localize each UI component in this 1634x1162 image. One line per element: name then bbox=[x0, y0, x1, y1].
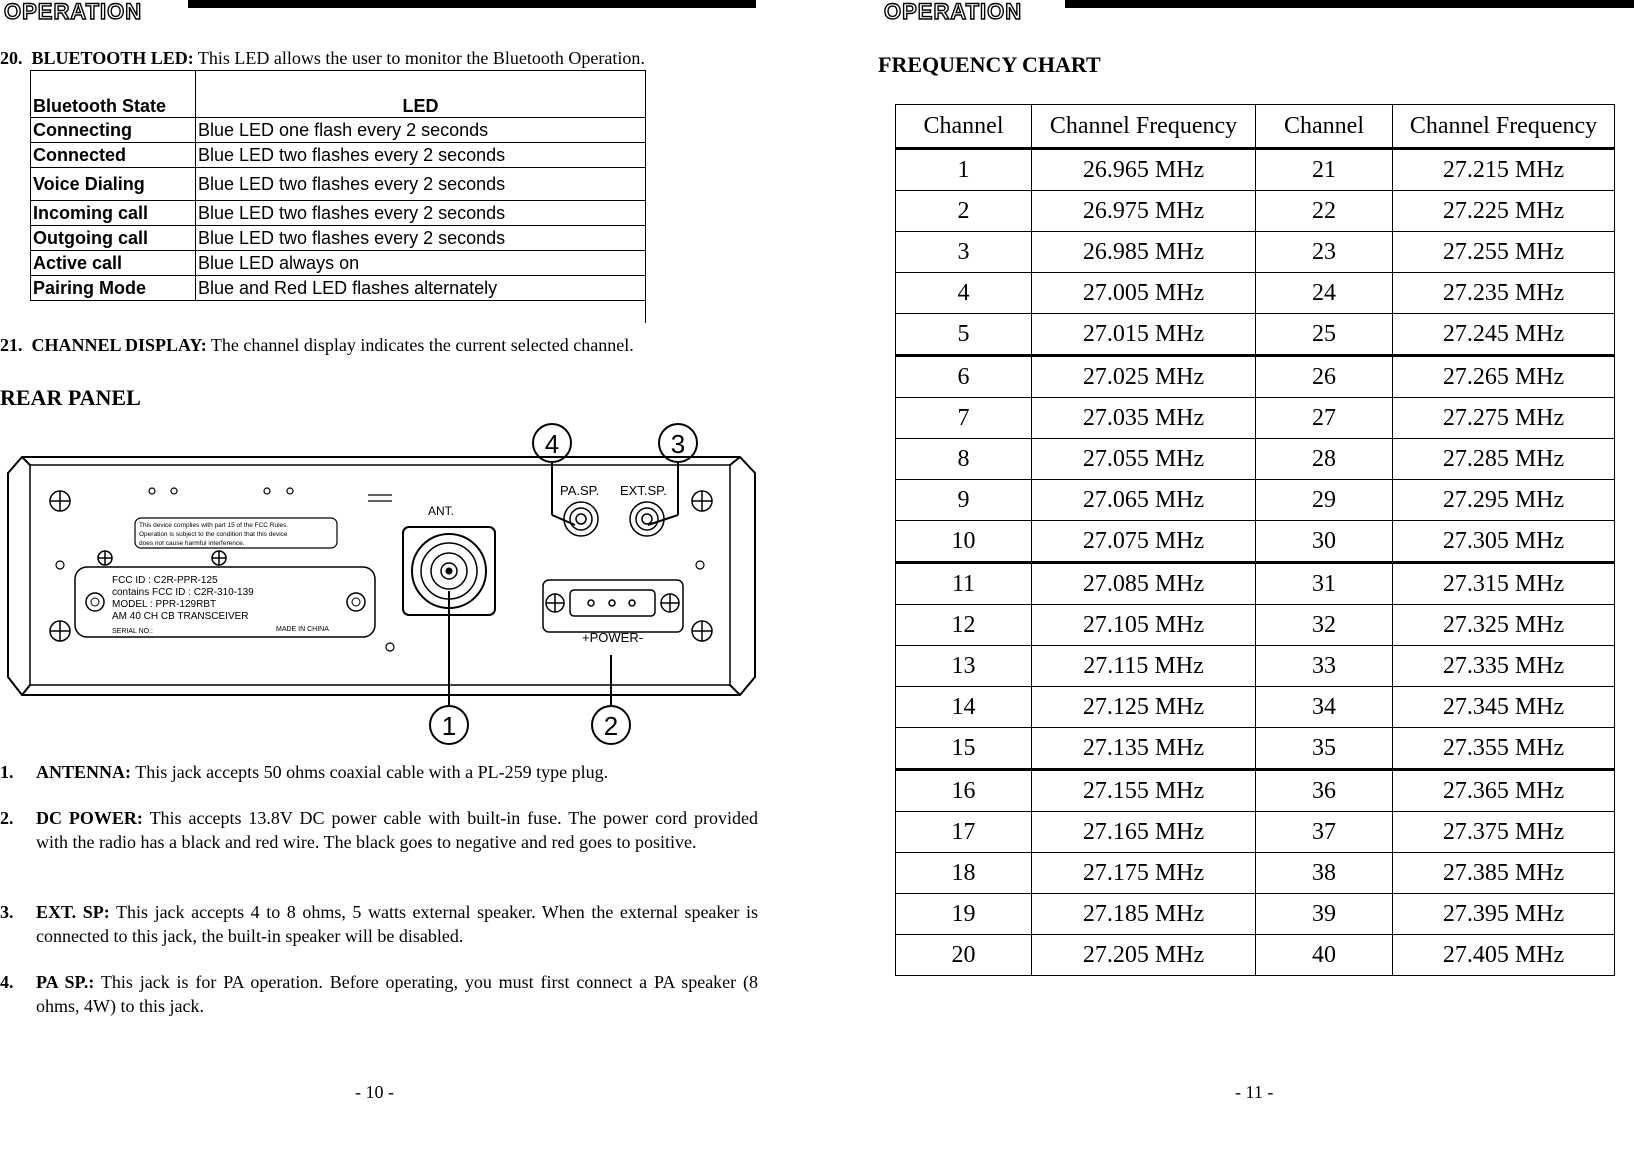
channel-cell: 8 bbox=[896, 439, 1032, 480]
table-row bbox=[896, 149, 1615, 191]
table-row bbox=[896, 480, 1615, 521]
page-title: FREQUENCY CHART bbox=[878, 52, 1101, 77]
frequency-cell: 27.135 MHz bbox=[1032, 728, 1256, 770]
frequency-cell: 27.055 MHz bbox=[1032, 439, 1256, 480]
header-title: OPERATION bbox=[884, 0, 1023, 24]
channel-cell: 12 bbox=[896, 605, 1032, 646]
table-row bbox=[31, 251, 646, 276]
frequency-cell: 27.005 MHz bbox=[1032, 273, 1256, 314]
bluetooth-state-cell: Voice Dialing bbox=[31, 168, 196, 201]
table-row bbox=[31, 201, 646, 226]
channel-cell: 5 bbox=[896, 314, 1032, 356]
frequency-cell: 27.015 MHz bbox=[1032, 314, 1256, 356]
item-number: 4. bbox=[0, 972, 14, 992]
frequency-cell: 27.245 MHz bbox=[1393, 314, 1615, 356]
led-cell: Blue LED two flashes every 2 seconds bbox=[196, 143, 646, 168]
svg-text:This device complies with part: This device complies with part 15 of the FCC Rules. bbox=[139, 522, 289, 529]
table-row bbox=[896, 646, 1615, 687]
item-title: PA SP.: bbox=[36, 972, 95, 992]
header-rule bbox=[188, 0, 756, 8]
table-row bbox=[896, 605, 1615, 646]
channel-cell: 4 bbox=[896, 273, 1032, 314]
channel-cell: 16 bbox=[896, 770, 1032, 812]
bluetooth-state-cell: Active call bbox=[31, 251, 196, 276]
frequency-cell: 27.205 MHz bbox=[1032, 935, 1256, 976]
item-number: 2. bbox=[0, 808, 14, 828]
channel-cell: 29 bbox=[1256, 480, 1393, 521]
column-header: LED bbox=[196, 71, 646, 118]
rear-panel-diagram bbox=[0, 415, 770, 765]
channel-cell: 1 bbox=[896, 149, 1032, 191]
svg-text:AM 40 CH CB TRANSCEIVER: AM 40 CH CB TRANSCEIVER bbox=[112, 611, 249, 622]
channel-cell: 31 bbox=[1256, 563, 1393, 605]
table-row bbox=[896, 853, 1615, 894]
item-text: This jack accepts 50 ohms coaxial cable with a PL-259 type plug. bbox=[135, 762, 609, 782]
item-description bbox=[36, 970, 758, 1018]
channel-cell: 33 bbox=[1256, 646, 1393, 687]
item-21 bbox=[0, 333, 780, 357]
channel-cell: 35 bbox=[1256, 728, 1393, 770]
frequency-cell: 27.215 MHz bbox=[1393, 149, 1615, 191]
svg-text:2: 2 bbox=[603, 711, 619, 741]
channel-cell: 23 bbox=[1256, 232, 1393, 273]
channel-cell: 2 bbox=[896, 191, 1032, 232]
led-cell: Blue LED two flashes every 2 seconds bbox=[196, 201, 646, 226]
svg-text:+POWER-: +POWER- bbox=[582, 630, 644, 645]
frequency-cell: 27.315 MHz bbox=[1393, 563, 1615, 605]
led-cell: Blue LED one flash every 2 seconds bbox=[196, 118, 646, 143]
channel-cell: 22 bbox=[1256, 191, 1393, 232]
channel-cell: 14 bbox=[896, 687, 1032, 728]
channel-cell: 26 bbox=[1256, 356, 1393, 398]
bluetooth-state-cell: Pairing Mode bbox=[31, 276, 196, 301]
bluetooth-state-cell: Outgoing call bbox=[31, 226, 196, 251]
table-row bbox=[896, 439, 1615, 480]
channel-cell: 10 bbox=[896, 521, 1032, 563]
frequency-cell: 27.085 MHz bbox=[1032, 563, 1256, 605]
frequency-cell: 27.335 MHz bbox=[1393, 646, 1615, 687]
right-page bbox=[840, 0, 1634, 1162]
table-row bbox=[896, 232, 1615, 273]
item-number: 3. bbox=[0, 902, 14, 922]
channel-cell: 37 bbox=[1256, 812, 1393, 853]
svg-text:contains FCC ID : C2R-310-13: contains FCC ID : C2R-310-139 bbox=[112, 587, 254, 598]
table-row bbox=[896, 273, 1615, 314]
channel-cell: 19 bbox=[896, 894, 1032, 935]
frequency-cell: 27.355 MHz bbox=[1393, 728, 1615, 770]
frequency-cell: 27.155 MHz bbox=[1032, 770, 1256, 812]
channel-cell: 34 bbox=[1256, 687, 1393, 728]
svg-text:Operation is subject to the co: Operation is subject to the condition that this device bbox=[139, 531, 288, 538]
channel-cell: 36 bbox=[1256, 770, 1393, 812]
table-row bbox=[896, 398, 1615, 439]
table-row bbox=[31, 143, 646, 168]
item-title: ANTENNA: bbox=[36, 762, 132, 782]
item-title: DC POWER: bbox=[36, 808, 143, 828]
channel-cell: 39 bbox=[1256, 894, 1393, 935]
item-number: 20. bbox=[0, 48, 23, 68]
frequency-cell: 26.985 MHz bbox=[1032, 232, 1256, 273]
frequency-cell: 27.225 MHz bbox=[1393, 191, 1615, 232]
led-cell: Blue LED always on bbox=[196, 251, 646, 276]
item-number: 21. bbox=[0, 335, 23, 355]
section-title: REAR PANEL bbox=[0, 385, 141, 410]
frequency-cell: 27.025 MHz bbox=[1032, 356, 1256, 398]
column-header: Channel bbox=[1256, 105, 1393, 149]
item-title: CHANNEL DISPLAY: bbox=[31, 335, 207, 355]
table-row bbox=[31, 276, 646, 301]
svg-text:FCC ID : C2R-PPR-125: FCC ID : C2R-PPR-125 bbox=[112, 575, 218, 586]
frequency-cell: 27.375 MHz bbox=[1393, 812, 1615, 853]
table-row bbox=[896, 191, 1615, 232]
callout-1 bbox=[430, 706, 468, 744]
table-row bbox=[896, 687, 1615, 728]
channel-cell: 32 bbox=[1256, 605, 1393, 646]
table-row bbox=[31, 118, 646, 143]
frequency-cell: 27.105 MHz bbox=[1032, 605, 1256, 646]
table-row bbox=[896, 728, 1615, 770]
frequency-cell: 27.405 MHz bbox=[1393, 935, 1615, 976]
header-title: OPERATION bbox=[4, 0, 143, 24]
column-header: Channel Frequency bbox=[1032, 105, 1256, 149]
item-description bbox=[36, 900, 758, 948]
channel-cell: 28 bbox=[1256, 439, 1393, 480]
frequency-cell: 27.365 MHz bbox=[1393, 770, 1615, 812]
item-number: 1. bbox=[0, 762, 14, 782]
channel-cell: 15 bbox=[896, 728, 1032, 770]
power-connector-icon bbox=[543, 580, 683, 632]
table-row bbox=[31, 301, 646, 324]
channel-cell: 6 bbox=[896, 356, 1032, 398]
table-row bbox=[31, 168, 646, 201]
frequency-cell: 27.255 MHz bbox=[1393, 232, 1615, 273]
frequency-cell: 27.295 MHz bbox=[1393, 480, 1615, 521]
frequency-cell: 27.115 MHz bbox=[1032, 646, 1256, 687]
bluetooth-state-cell: Connecting bbox=[31, 118, 196, 143]
item-title: EXT. SP: bbox=[36, 902, 110, 922]
item-text: The channel display indicates the current selected channel. bbox=[210, 335, 634, 355]
frequency-cell: 27.265 MHz bbox=[1393, 356, 1615, 398]
frequency-cell: 27.345 MHz bbox=[1393, 687, 1615, 728]
table-row bbox=[896, 356, 1615, 398]
channel-cell: 3 bbox=[896, 232, 1032, 273]
item-description bbox=[36, 760, 758, 784]
svg-text:does not cause harmful interfe: does not cause harmful interference. bbox=[139, 540, 245, 547]
led-cell: Blue LED two flashes every 2 seconds bbox=[196, 168, 646, 201]
table-row bbox=[896, 935, 1615, 976]
channel-cell: 25 bbox=[1256, 314, 1393, 356]
page-number: - 10 - bbox=[355, 1082, 394, 1102]
frequency-cell: 27.185 MHz bbox=[1032, 894, 1256, 935]
table-row bbox=[31, 226, 646, 251]
callout-2 bbox=[592, 706, 630, 744]
frequency-cell: 27.235 MHz bbox=[1393, 273, 1615, 314]
led-cell: Blue and Red LED flashes alternately bbox=[196, 276, 646, 301]
item-text: This LED allows the user to monitor the Bluetooth Operation. bbox=[197, 48, 645, 68]
channel-cell: 21 bbox=[1256, 149, 1393, 191]
frequency-cell: 27.125 MHz bbox=[1032, 687, 1256, 728]
channel-cell: 20 bbox=[896, 935, 1032, 976]
ext-jack-icon bbox=[630, 502, 664, 536]
frequency-cell: 27.305 MHz bbox=[1393, 521, 1615, 563]
frequency-cell: 27.035 MHz bbox=[1032, 398, 1256, 439]
frequency-cell: 27.385 MHz bbox=[1393, 853, 1615, 894]
table-row bbox=[896, 812, 1615, 853]
svg-text:4: 4 bbox=[544, 429, 560, 459]
item-description bbox=[36, 806, 758, 854]
item-20 bbox=[0, 46, 780, 70]
frequency-cell: 27.165 MHz bbox=[1032, 812, 1256, 853]
item-title: BLUETOOTH LED: bbox=[31, 48, 194, 68]
channel-cell: 17 bbox=[896, 812, 1032, 853]
bluetooth-state-cell: Connected bbox=[31, 143, 196, 168]
svg-text:MODEL : PPR-129RBT: MODEL : PPR-129RBT bbox=[112, 599, 217, 610]
page-number: - 11 - bbox=[1235, 1082, 1274, 1102]
column-header: Channel Frequency bbox=[1393, 105, 1615, 149]
page-header bbox=[840, 0, 1022, 24]
svg-text:SERIAL NO.:: SERIAL NO.: bbox=[112, 628, 153, 635]
channel-cell: 27 bbox=[1256, 398, 1393, 439]
svg-text:PA.SP.: PA.SP. bbox=[560, 483, 600, 498]
frequency-cell: 27.285 MHz bbox=[1393, 439, 1615, 480]
frequency-cell: 26.975 MHz bbox=[1032, 191, 1256, 232]
table-row bbox=[896, 894, 1615, 935]
channel-cell: 38 bbox=[1256, 853, 1393, 894]
table-row bbox=[896, 521, 1615, 563]
frequency-cell: 27.275 MHz bbox=[1393, 398, 1615, 439]
bluetooth-led-table bbox=[30, 70, 646, 323]
channel-cell: 7 bbox=[896, 398, 1032, 439]
led-cell: Blue LED two flashes every 2 seconds bbox=[196, 226, 646, 251]
channel-cell: 18 bbox=[896, 853, 1032, 894]
header-rule bbox=[1065, 0, 1634, 8]
frequency-cell: 27.075 MHz bbox=[1032, 521, 1256, 563]
svg-text:MADE IN CHINA: MADE IN CHINA bbox=[276, 626, 329, 633]
item-text: This jack accepts 4 to 8 ohms, 5 watts external speaker. When the external speaker is connected to this jack, the built-in speaker will be disabled. bbox=[36, 902, 758, 946]
channel-cell: 24 bbox=[1256, 273, 1393, 314]
page-header bbox=[0, 0, 142, 24]
column-header: Bluetooth State bbox=[31, 71, 196, 118]
pa-jack-icon bbox=[564, 502, 598, 536]
frequency-table bbox=[895, 104, 1615, 976]
channel-cell: 13 bbox=[896, 646, 1032, 687]
svg-text:ANT.: ANT. bbox=[428, 504, 455, 518]
frequency-cell: 27.065 MHz bbox=[1032, 480, 1256, 521]
item-text: This accepts 13.8V DC power cable with built-in fuse. The power cord provided with the radio has a black and red wire. The black goes to negative and red goes to positive. bbox=[36, 808, 758, 852]
svg-text:1: 1 bbox=[441, 711, 457, 741]
frequency-cell: 27.325 MHz bbox=[1393, 605, 1615, 646]
column-header: Channel bbox=[896, 105, 1032, 149]
table-row bbox=[896, 314, 1615, 356]
svg-text:3: 3 bbox=[670, 429, 686, 459]
frequency-cell: 27.175 MHz bbox=[1032, 853, 1256, 894]
channel-cell: 11 bbox=[896, 563, 1032, 605]
left-page bbox=[0, 0, 800, 1162]
item-text: This jack is for PA operation. Before operating, you must first connect a PA speaker (8 ohms, 4W) to this jack. bbox=[36, 972, 758, 1016]
channel-cell: 30 bbox=[1256, 521, 1393, 563]
table-row bbox=[896, 563, 1615, 605]
table-row bbox=[896, 770, 1615, 812]
channel-cell: 40 bbox=[1256, 935, 1393, 976]
frequency-cell: 26.965 MHz bbox=[1032, 149, 1256, 191]
svg-text:EXT.SP.: EXT.SP. bbox=[620, 483, 667, 498]
frequency-cell: 27.395 MHz bbox=[1393, 894, 1615, 935]
bluetooth-state-cell: Incoming call bbox=[31, 201, 196, 226]
channel-cell: 9 bbox=[896, 480, 1032, 521]
